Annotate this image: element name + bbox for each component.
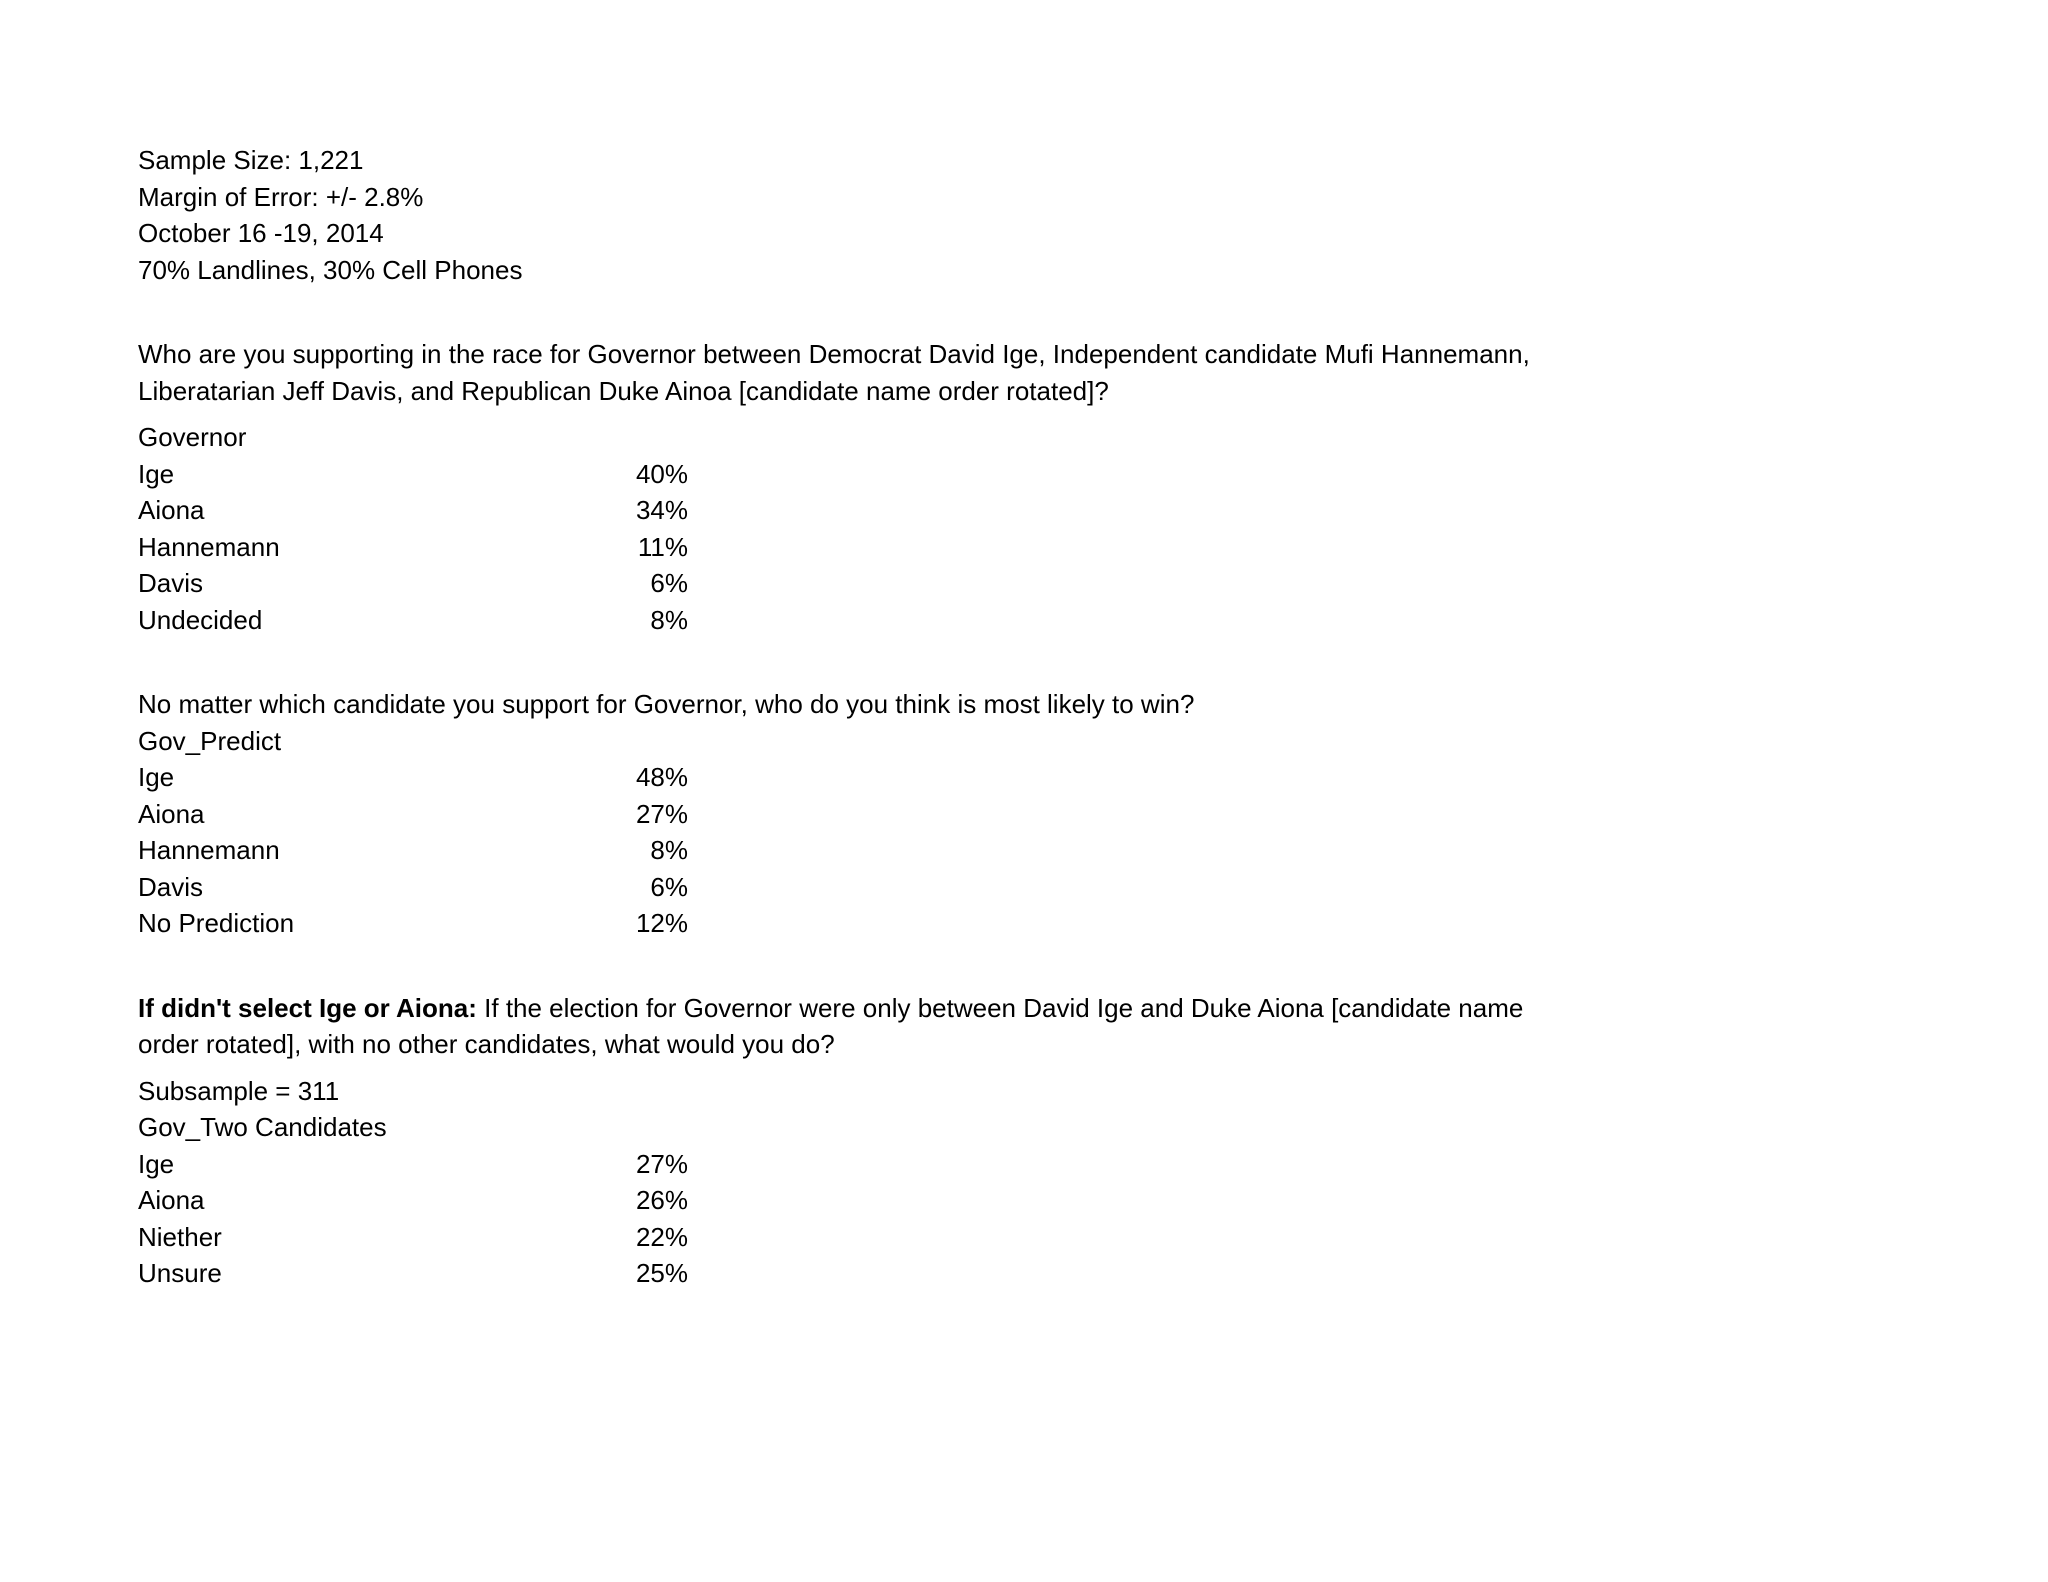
row-label: Hannemann bbox=[138, 835, 280, 865]
table-row bbox=[138, 759, 1588, 796]
row-value: 8% bbox=[650, 835, 688, 865]
q3-question-lead: If didn't select Ige or Aiona: bbox=[138, 992, 477, 1023]
row-label: Hannemann bbox=[138, 531, 280, 562]
q1-question: Who are you supporting in the race for Governor between Democrat David Ige, Independent candidate Mufi Hannemann, Liberatarian Jeff Davis, and Republican Duke Ainoa [candidate name order rotated]? bbox=[138, 339, 1530, 406]
row-value: 8% bbox=[650, 604, 688, 635]
row-label: Aiona bbox=[138, 1185, 205, 1215]
row-value: 27% bbox=[635, 798, 688, 829]
table-row bbox=[138, 1182, 1588, 1219]
table-row bbox=[138, 565, 1588, 602]
row-label: Davis bbox=[138, 871, 204, 902]
row-value: 34% bbox=[635, 495, 688, 525]
table-row bbox=[138, 602, 1588, 639]
q3-question-text: If the election for Governor were only between David Ige and Duke Aiona [candidate name order rotated], with no other candidates, what would you do? bbox=[138, 992, 1524, 1059]
spacer bbox=[138, 1063, 1588, 1073]
q2-variable: Gov_Predict bbox=[138, 725, 282, 756]
sample-size: Sample Size: 1,221 bbox=[138, 145, 364, 175]
row-value: 26% bbox=[635, 1185, 688, 1215]
q3-subsample: Subsample = 311 bbox=[138, 1075, 340, 1106]
table-row bbox=[138, 1255, 1588, 1292]
table-row bbox=[138, 1219, 1588, 1256]
margin-of-error: Margin of Error: +/- 2.8% bbox=[138, 181, 424, 212]
table-row bbox=[138, 1146, 1588, 1183]
table-row bbox=[138, 905, 1588, 942]
table-row bbox=[138, 832, 1588, 869]
spacer bbox=[138, 638, 1588, 686]
row-value: 25% bbox=[635, 1258, 688, 1288]
row-value: 6% bbox=[650, 871, 688, 902]
q3-question bbox=[138, 990, 1588, 1063]
row-label: Davis bbox=[138, 568, 204, 598]
q2-question: No matter which candidate you support for Governor, who do you think is most likely to win? bbox=[138, 689, 1195, 719]
row-value: 6% bbox=[650, 568, 688, 598]
row-label: Aiona bbox=[138, 798, 205, 829]
table-row bbox=[138, 492, 1588, 529]
row-label: Niether bbox=[138, 1221, 222, 1252]
spacer bbox=[138, 409, 1588, 419]
table-row bbox=[138, 869, 1588, 906]
row-label: Undecided bbox=[138, 604, 263, 635]
row-label: Ige bbox=[138, 762, 175, 792]
spacer bbox=[138, 942, 1588, 990]
q1-results-table bbox=[138, 456, 1588, 639]
table-row bbox=[138, 796, 1588, 833]
row-label: Ige bbox=[138, 458, 175, 489]
spacer bbox=[138, 288, 1588, 336]
q3-variable: Gov_Two Candidates bbox=[138, 1112, 387, 1142]
row-label: Ige bbox=[138, 1148, 175, 1179]
poll-document bbox=[138, 142, 1588, 1292]
table-row bbox=[138, 529, 1588, 566]
row-label: Unsure bbox=[138, 1258, 222, 1288]
row-value: 40% bbox=[635, 458, 688, 489]
survey-dates: October 16 -19, 2014 bbox=[138, 218, 384, 248]
q3-results-table bbox=[138, 1146, 1588, 1292]
row-value: 27% bbox=[635, 1148, 688, 1179]
row-value: 12% bbox=[635, 908, 688, 938]
table-row bbox=[138, 456, 1588, 493]
phone-mix: 70% Landlines, 30% Cell Phones bbox=[138, 254, 523, 285]
row-value: 11% bbox=[637, 531, 688, 562]
row-value: 22% bbox=[635, 1221, 688, 1252]
q1-variable: Governor bbox=[138, 422, 247, 452]
row-label: No Prediction bbox=[138, 908, 295, 938]
q2-results-table bbox=[138, 759, 1588, 942]
row-value: 48% bbox=[635, 762, 688, 792]
row-label: Aiona bbox=[138, 495, 205, 525]
